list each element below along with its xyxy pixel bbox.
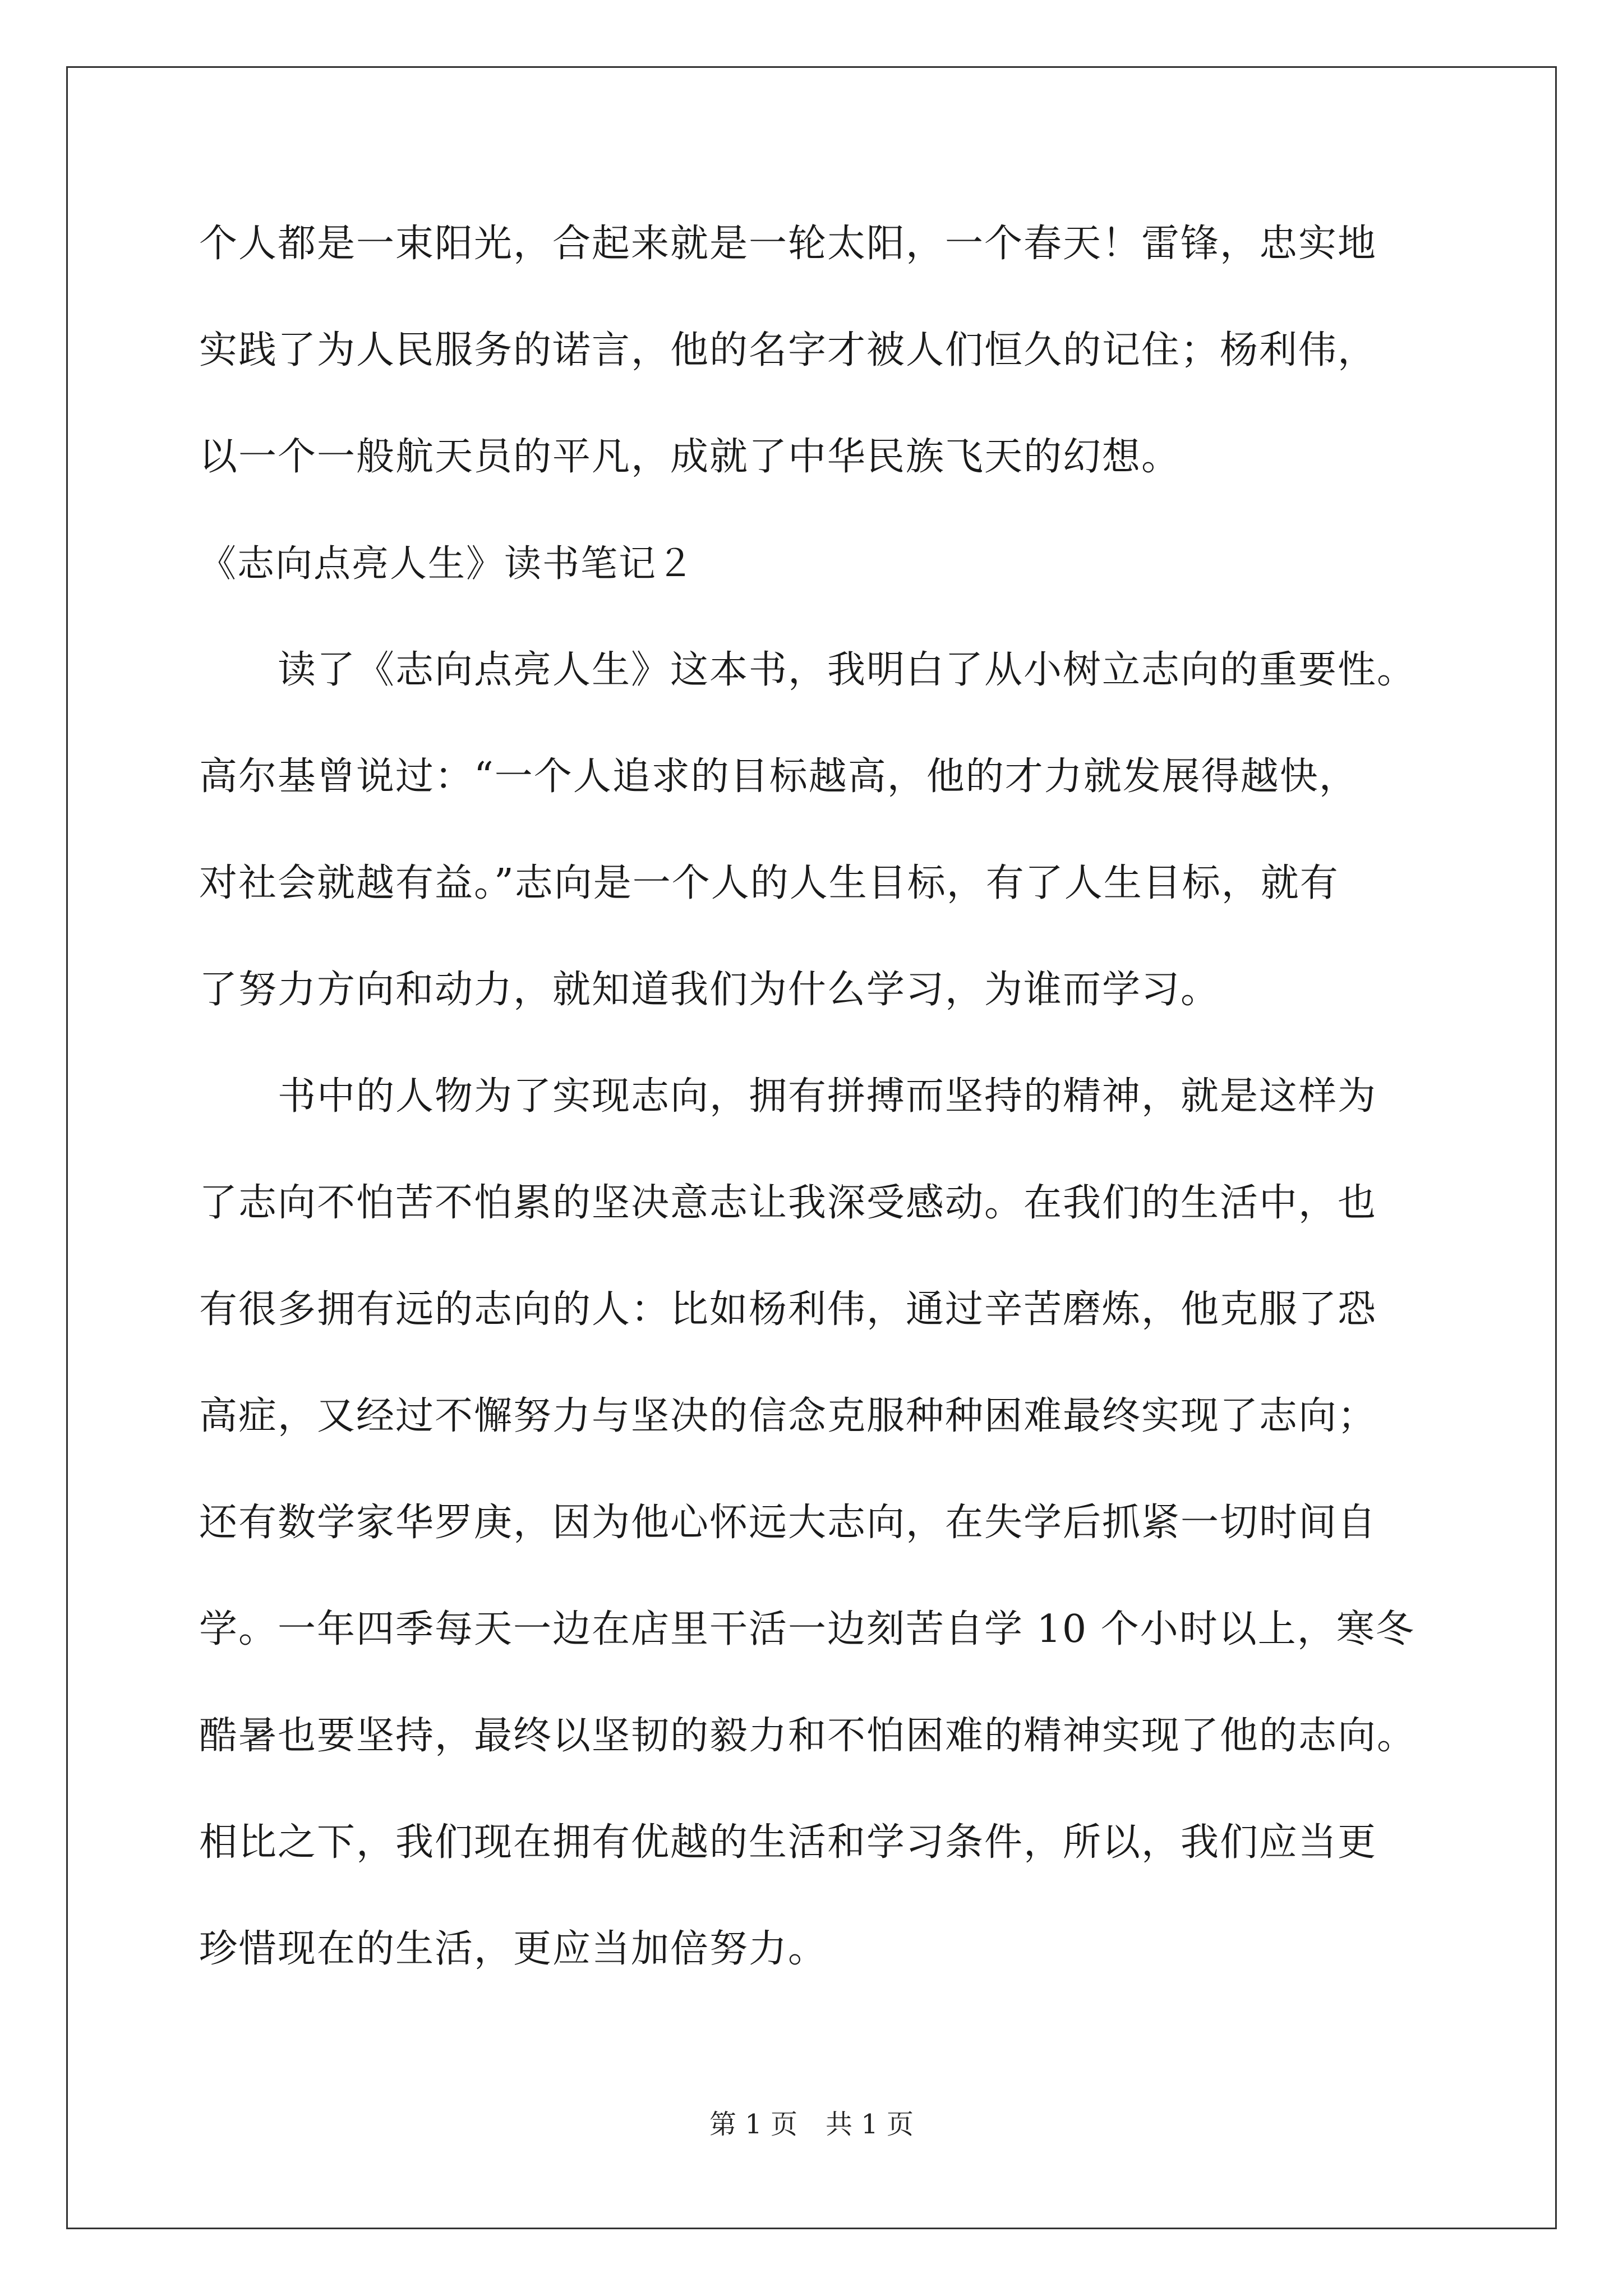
text-line-7: 对社会就越有益。”志向是一个人的人生目标，有了人生目标，就有 (199, 861, 1339, 905)
text-line-2: 实践了为人民服务的诺言，他的名字才被人们恒久的记住；杨利伟， (199, 328, 1377, 372)
text-line-16: 相比之下，我们现在拥有优越的生活和学习条件，所以，我们应当更 (199, 1820, 1377, 1865)
text-line-1: 个人都是一束阳光，合起来就是一轮太阳，一个春天！雷锋，忠实地 (199, 222, 1377, 266)
text-line-3: 以一个一般航天员的平凡，成就了中华民族飞天的幻想。 (199, 435, 1181, 479)
text-line-15: 酷暑也要坚持，最终以坚韧的毅力和不怕困难的精神实现了他的志向。 (199, 1714, 1417, 1758)
text-line-11: 有很多拥有远的志向的人：比如杨利伟，通过辛苦磨炼，他克服了恐 (199, 1287, 1377, 1332)
text-line-13: 还有数学家华罗庚，因为他心怀远大志向，在失学后抓紧一切时间自 (199, 1501, 1377, 1545)
text-line-5: 读了《志向点亮人生》这本书，我明白了从小树立志向的重要性。 (278, 648, 1417, 692)
page-total: 共 1 页 (826, 2109, 914, 2140)
text-line-14: 学。一年四季每天一边在店里干活一边刻苦自学 10 个小时以上，寒冬 (199, 1607, 1415, 1651)
text-line-17: 珍惜现在的生活，更应当加倍努力。 (199, 1927, 828, 1971)
page-number: 第 1 页 (709, 2109, 797, 2140)
text-line-6: 高尔基曾说过：“一个人追求的目标越高，他的才力就发展得越快， (199, 754, 1358, 799)
text-line-12: 高症，又经过不懈努力与坚决的信念克服种种困难最终实现了志向； (199, 1394, 1377, 1438)
text-line-9: 书中的人物为了实现志向，拥有拼搏而坚持的精神，就是这样为 (278, 1074, 1377, 1119)
text-line-10: 了志向不怕苦不怕累的坚决意志让我深受感动。在我们的生活中，也 (199, 1181, 1377, 1225)
section-heading: 《志向点亮人生》读书笔记２ (199, 542, 695, 585)
page-footer (0, 2108, 1623, 2141)
document-body (199, 216, 1433, 2028)
text-line-8: 了努力方向和动力，就知道我们为什么学习，为谁而学习。 (199, 968, 1220, 1012)
